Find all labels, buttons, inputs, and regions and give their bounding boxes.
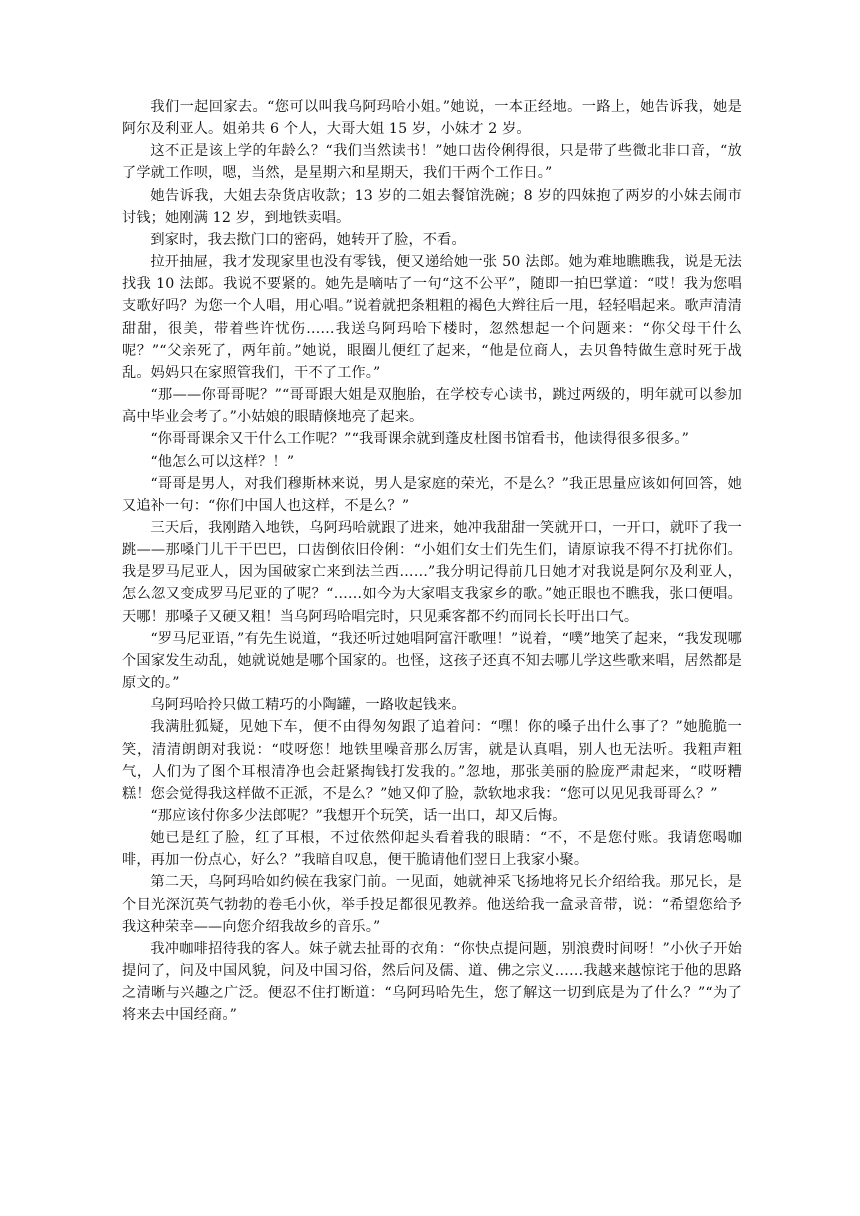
paragraph-11: “罗马尼亚语，”有先生说道，“我还听过她唱阿富汗歌哩！”说着，“噗”地笑了起来，“我发现哪个国家发生动乱，她就说她是哪个国家的。也怪，这孩子还真不知去哪儿学这些歌来唱，居然都是原文的。” bbox=[122, 630, 742, 692]
paragraph-8: “他怎么可以这样？！” bbox=[150, 453, 295, 470]
paragraph-15: 她已是红了脸，红了耳根，不过依然仰起头看着我的眼睛：“不，不是您付账。我请您喝咖啡，再加一份点心，好么？”我暗自叹息，便干脆请他们翌日上我家小聚。 bbox=[122, 830, 742, 869]
paragraph-3: 她告诉我，大姐去杂货店收款；13 岁的二姐去餐馆洗碗；8 岁的四妹抱了两岁的小妹去闹市讨钱；她刚满 12 岁，到地铁卖唱。 bbox=[122, 187, 742, 226]
paragraph-17: 我冲咖啡招待我的客人。妹子就去扯哥的衣角：“你快点提问题，别浪费时间呀！”小伙子开始提问了，问及中国风貌，问及中国习俗，然后问及儒、道、佛之宗义……我越来越惊诧于他的思路之清晰与兴趣之广泛。便忍不住打断道：“乌阿玛哈先生，您了解这一切到底是为了什么？”“为了将来去中国经商。” bbox=[122, 940, 742, 1024]
paragraph-9: “哥哥是男人，对我们穆斯林来说，男人是家庭的荣光，不是么？”我正思量应该如何回答，她又追补一句：“你们中国人也这样，不是么？” bbox=[122, 475, 742, 514]
paragraph-5: 拉开抽屉，我才发现家里也没有零钱，便又递给她一张 50 法郎。她为难地瞧瞧我，说是无法找我 10 法郎。我说不要紧的。她先是嘀咕了一句“这不公平”，随即一拍巴掌道：“哎！我为您唱支歌好吗？为您一个人唱，用心唱。”说着就把条粗粗的褐色大辫往后一甩，轻轻唱起来。歌声清清甜甜，很美，带着些许忧伤……我送乌阿玛哈下楼时，忽然想起一个问题来：“你父母干什么呢？”“父亲死了，两年前。”她说，眼圈儿便红了起来，“他是位商人，去贝鲁特做生意时死于战乱。妈妈只在家照管我们，干不了工作。” bbox=[122, 254, 742, 381]
paragraph-13: 我满肚狐疑，见她下车，便不由得匆匆跟了追着问：“嘿！你的嗓子出什么事了？”她脆脆一笑，清清朗朗对我说：“哎呀您！地铁里噪音那么厉害，就是认真唱，别人也无法听。我粗声粗气，人们为了图个耳根清净也会赶紧掏钱打发我的。”忽地，那张美丽的脸庞严肃起来，“哎呀糟糕！您会觉得我这样做不正派，不是么？”她又仰了脸，款软地求我：“您可以见见我哥哥么？” bbox=[122, 719, 742, 802]
paragraph-7: “你哥哥课余又干什么工作呢？”“我哥课余就到蓬皮杜图书馆看书，他读得很多很多。” bbox=[150, 431, 690, 448]
paragraph-4: 到家时，我去揿门口的密码，她转开了脸，不看。 bbox=[150, 231, 466, 248]
paragraph-16: 第二天，乌阿玛哈如约候在我家门前。一见面，她就神采飞扬地将兄长介绍给我。那兄长，是个目光深沉英气勃勃的卷毛小伙，举手投足都很见教养。他送给我一盒录音带，说：“希望您给予我这种荣幸——向您介绍我故乡的音乐。” bbox=[122, 874, 742, 935]
paragraph-10: 三天后，我刚踏入地铁，乌阿玛哈就跟了进来，她冲我甜甜一笑就开口，一开口，就吓了我一跳——那嗓门儿干干巴巴，口齿倒依旧伶俐：“小姐们女士们先生们，请原谅我不得不打扰你们。我是罗马尼亚人，因为国破家亡来到法兰西……”我分明记得前几日她才对我说是阿尔及利亚人，怎么忽又变成罗马尼亚的了呢？“……如今为大家唱支我家乡的歌。”她正眼也不瞧我，张口便唱。天哪！那嗓子又硬又粗！当乌阿玛哈唱完时，只见乘客都不约而同长长吁出口气。 bbox=[122, 519, 742, 625]
paragraph-1: 我们一起回家去。“您可以叫我乌阿玛哈小姐。”她说，一本正经地。一路上，她告诉我，她是阿尔及利亚人。姐弟共 6 个人，大哥大姐 15 岁，小妹才 2 岁。 bbox=[122, 99, 742, 138]
paragraph-6: “那——你哥哥呢？”“哥哥跟大姐是双胞胎，在学校专心读书，跳过两级的，明年就可以参加高中毕业会考了。”小姑娘的眼睛倏地亮了起来。 bbox=[122, 387, 742, 426]
document-body bbox=[122, 96, 742, 1027]
paragraph-12: 乌阿玛哈拎只做工精巧的小陶罐，一路收起钱来。 bbox=[150, 697, 466, 714]
paragraph-2: 这不正是该上学的年龄么？“我们当然读书！”她口齿伶俐得很，只是带了些微北非口音，“放了学就工作呗，嗯，当然，是星期六和星期天，我们干两个工作日。” bbox=[122, 143, 742, 182]
paragraph-14: “那应该付你多少法郎呢？”我想开个玩笑，话一出口，却又后悔。 bbox=[150, 808, 567, 824]
